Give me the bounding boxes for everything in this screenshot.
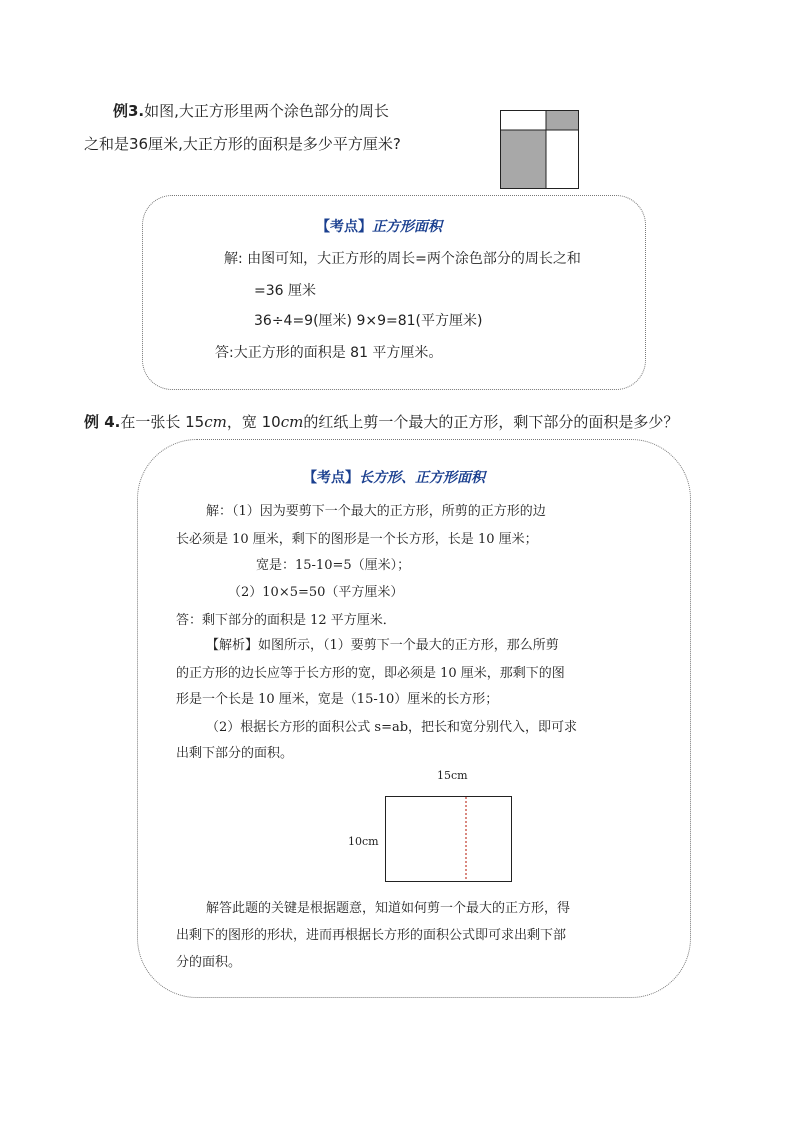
example4-box-title (303, 467, 485, 487)
question-text: 的红纸上剪一个最大的正方形，剩下部分的面积是多少？ (303, 413, 679, 431)
rectangle-outline (386, 797, 512, 882)
solution-line: =36 厘米 (254, 283, 316, 299)
analysis-line: 形是一个长是 10 厘米，宽是（15-10）厘米的长方形； (176, 692, 499, 707)
analysis-line: 【解析】如图所示，（1）要剪下一个最大的正方形，那么所剪 (206, 638, 559, 653)
topic-tag: 【考点】 (303, 470, 359, 486)
solution-line: 长必须是 10 厘米，剩下的图形是一个长方形，长是 10 厘米； (176, 532, 538, 547)
shaded-rectangle-left (500, 130, 546, 189)
topic-name: 长方形、正方形面积 (359, 470, 485, 486)
figure-left-label: 10cm (348, 835, 379, 848)
solution-line: 解：（1）因为要剪下一个最大的正方形，所剪的正方形的边 (206, 504, 546, 519)
example4-question (84, 411, 678, 432)
solution-line: 36÷4=9(厘米) 9×9=81(平方厘米) (254, 313, 483, 329)
square-figure (500, 110, 579, 189)
example3-question-line1 (113, 100, 389, 121)
summary-line: 解答此题的关键是根据题意，知道如何剪一个最大的正方形，得 (206, 901, 571, 916)
solution-line: （2）10×5=50（平方厘米） (228, 585, 404, 600)
solution-line: 解: 由图可知，大正方形的周长=两个涂色部分的周长之和 (224, 251, 581, 267)
solution-line: 宽是：15-10=5（厘米）； (256, 558, 411, 573)
topic-tag: 【考点】 (316, 219, 372, 235)
rectangle-figure (385, 796, 513, 882)
figure-top-label: 15cm (437, 769, 468, 782)
example3-label: 例3. (113, 102, 145, 120)
example3-line1-text: 如图,大正方形里两个涂色部分的周长 (144, 102, 389, 120)
analysis-line: （2）根据长方形的面积公式 s=ab，把长和宽分别代入，即可求 (206, 720, 578, 735)
shaded-rectangle-top-right (546, 110, 579, 130)
example3-question-line2: 之和是36厘米,大正方形的面积是多少平方厘米? (84, 135, 401, 153)
example3-box-title (316, 216, 442, 236)
unit-text: cm (204, 413, 227, 431)
question-text: 在一张长 15 (120, 413, 205, 431)
analysis-line: 出剩下部分的面积。 (176, 746, 294, 761)
unit-text: cm (280, 413, 304, 431)
answer-line: 答：剩下部分的面积是 12 平方厘米． (176, 613, 396, 628)
example4-label: 例 4. (84, 413, 121, 431)
answer-line: 答:大正方形的面积是 81 平方厘米。 (215, 345, 443, 361)
summary-line: 出剩下的图形的形状，进而再根据长方形的面积公式即可求出剩下部 (176, 928, 567, 943)
summary-line: 分的面积。 (176, 955, 242, 970)
topic-name: 正方形面积 (372, 219, 442, 235)
question-text: ，宽 10 (226, 413, 281, 431)
analysis-line: 的正方形的边长应等于长方形的宽，即必须是 10 厘米，那剩下的图 (176, 666, 565, 681)
